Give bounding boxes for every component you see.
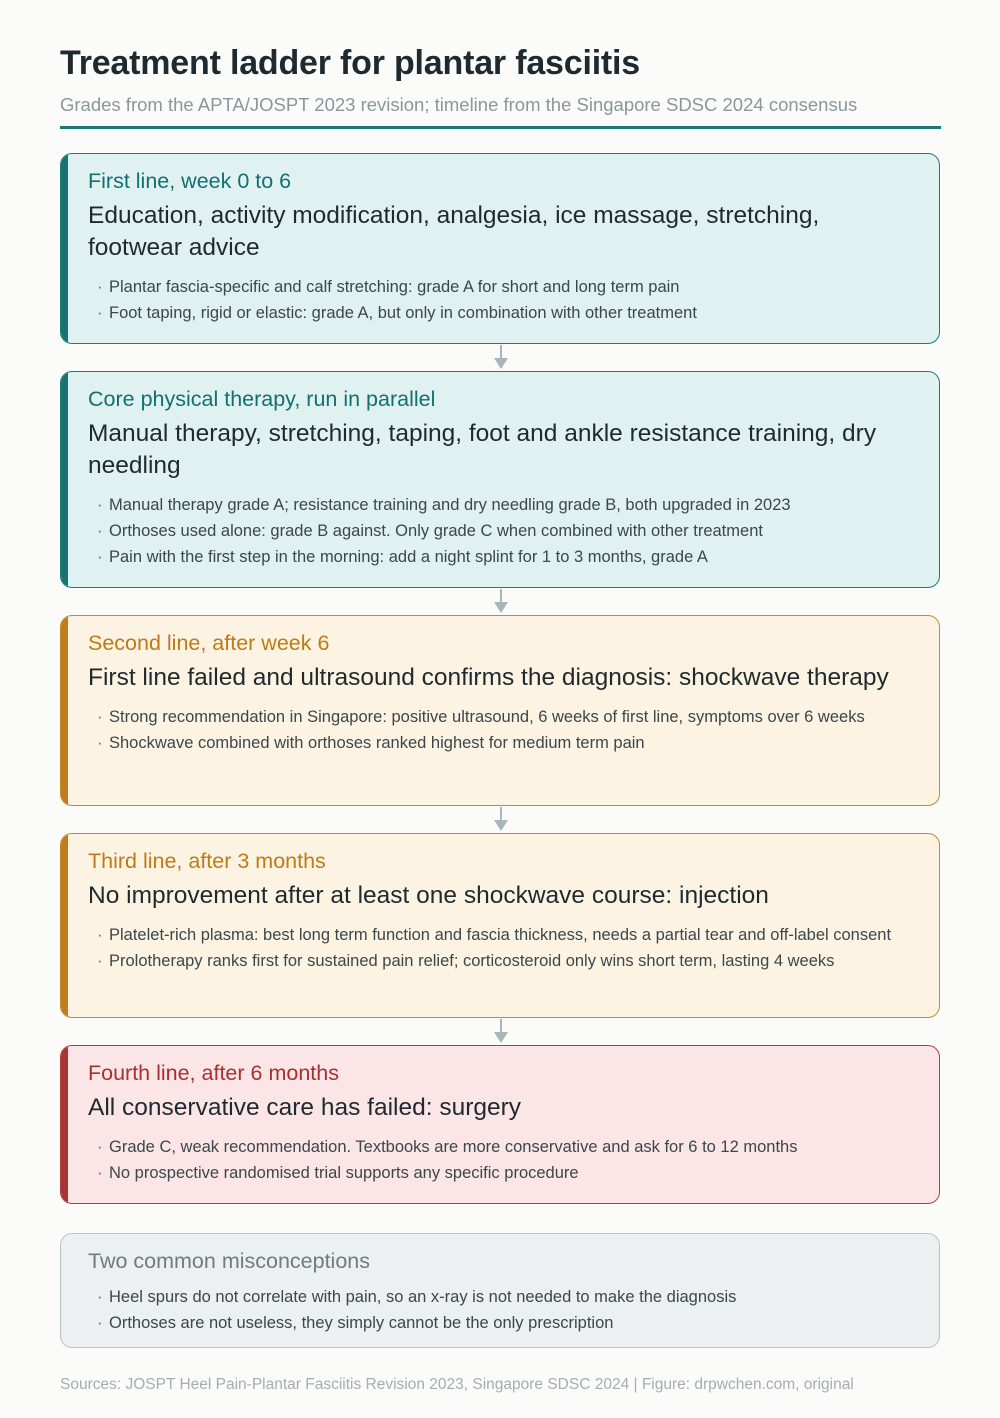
step-statement: Education, activity modification, analgesia, ice massage, stretching, footwear advice xyxy=(88,202,820,261)
step-card-third-line xyxy=(60,833,940,1018)
bullet-dot-icon: · xyxy=(97,522,103,540)
bullet-dot-icon: · xyxy=(97,548,103,566)
list-item xyxy=(88,544,927,570)
step-card-second-line xyxy=(60,615,940,806)
bullet-text: Prolotherapy ranks first for sustained pain relief; corticosteroid only wins short term, lasting 4 weeks xyxy=(109,952,835,970)
bullet-dot-icon: · xyxy=(97,1164,103,1182)
list-item xyxy=(88,730,927,756)
bullet-dot-icon: · xyxy=(97,278,103,296)
misconceptions-heading: Two common misconceptions xyxy=(88,1249,370,1273)
page-subtitle: Grades from the APTA/JOSPT 2023 revision; timeline from the Singapore SDSC 2024 consensus xyxy=(60,94,858,115)
step-card-core-physical-therapy xyxy=(60,371,940,588)
bullet-text: Orthoses used alone: grade B against. Only grade C when combined with other treatment xyxy=(109,522,763,540)
misconceptions-bullet-list xyxy=(88,1284,927,1336)
bullet-text: Manual therapy grade A; resistance training and dry needling grade B, both upgraded in 2023 xyxy=(109,496,791,514)
bullet-dot-icon: · xyxy=(97,1138,103,1156)
misconceptions-card xyxy=(60,1233,940,1348)
step-card-fourth-line xyxy=(60,1045,940,1204)
bullet-dot-icon: · xyxy=(97,708,103,726)
step-accent-bar xyxy=(61,154,68,343)
page-title: Treatment ladder for plantar fasciitis xyxy=(60,44,641,82)
bullet-text: Pain with the first step in the morning: add a night splint for 1 to 3 months, grade A xyxy=(109,548,708,566)
list-item xyxy=(88,1160,927,1186)
footer-sources: Sources: JOSPT Heel Pain-Plantar Fasciitis Revision 2023, Singapore SDSC 2024 | Figure: drpwchen.com, original xyxy=(60,1376,854,1393)
step-bullet-list xyxy=(88,492,927,570)
arrow-down-icon xyxy=(493,807,509,835)
arrow-down-icon xyxy=(493,1019,509,1047)
step-heading: Second line, after week 6 xyxy=(88,631,330,655)
list-item xyxy=(88,300,927,326)
step-statement: All conservative care has failed: surgery xyxy=(88,1094,522,1121)
step-accent-bar xyxy=(61,616,68,805)
bullet-dot-icon: · xyxy=(97,926,103,944)
list-item xyxy=(88,1310,927,1336)
bullet-text: No prospective randomised trial supports any specific procedure xyxy=(109,1164,579,1182)
step-bullet-list xyxy=(88,1134,927,1186)
list-item xyxy=(88,518,927,544)
step-heading: First line, week 0 to 6 xyxy=(88,169,292,193)
step-heading: Fourth line, after 6 months xyxy=(88,1061,339,1085)
arrow-down-icon xyxy=(493,589,509,617)
step-accent-bar xyxy=(61,834,68,1017)
step-accent-bar xyxy=(61,1046,68,1203)
bullet-dot-icon: · xyxy=(97,1288,103,1306)
list-item xyxy=(88,922,927,948)
list-item xyxy=(88,274,927,300)
bullet-text: Plantar fascia-specific and calf stretching: grade A for short and long term pain xyxy=(109,278,680,296)
bullet-dot-icon: · xyxy=(97,952,103,970)
bullet-text: Strong recommendation in Singapore: positive ultrasound, 6 weeks of first line, symptoms over 6 weeks xyxy=(109,708,865,726)
step-card-first-line xyxy=(60,153,940,344)
bullet-dot-icon: · xyxy=(97,1314,103,1332)
bullet-text: Orthoses are not useless, they simply cannot be the only prescription xyxy=(109,1314,614,1332)
bullet-text: Grade C, weak recommendation. Textbooks are more conservative and ask for 6 to 12 months xyxy=(109,1138,798,1156)
step-statement: Manual therapy, stretching, taping, foot and ankle resistance training, dry needling xyxy=(88,420,877,479)
step-statement: No improvement after at least one shockwave course: injection xyxy=(88,882,769,909)
list-item xyxy=(88,948,927,974)
step-accent-bar xyxy=(61,372,68,587)
step-bullet-list xyxy=(88,922,927,974)
bullet-text: Foot taping, rigid or elastic: grade A, but only in combination with other treatment xyxy=(109,304,697,322)
arrow-down-icon xyxy=(493,345,509,373)
bullet-dot-icon: · xyxy=(97,496,103,514)
list-item xyxy=(88,704,927,730)
bullet-text: Shockwave combined with orthoses ranked highest for medium term pain xyxy=(109,734,645,752)
step-bullet-list xyxy=(88,704,927,756)
step-heading: Core physical therapy, run in parallel xyxy=(88,387,436,411)
step-bullet-list xyxy=(88,274,927,326)
bullet-text: Heel spurs do not correlate with pain, so an x-ray is not needed to make the diagnosis xyxy=(109,1288,737,1306)
title-rule xyxy=(60,126,941,129)
bullet-text: Platelet-rich plasma: best long term function and fascia thickness, needs a partial tear and off-label consent xyxy=(109,926,892,944)
list-item xyxy=(88,1284,927,1310)
list-item xyxy=(88,1134,927,1160)
bullet-dot-icon: · xyxy=(97,734,103,752)
step-statement: First line failed and ultrasound confirms the diagnosis: shockwave therapy xyxy=(88,664,889,691)
list-item xyxy=(88,492,927,518)
bullet-dot-icon: · xyxy=(97,304,103,322)
step-heading: Third line, after 3 months xyxy=(88,849,326,873)
